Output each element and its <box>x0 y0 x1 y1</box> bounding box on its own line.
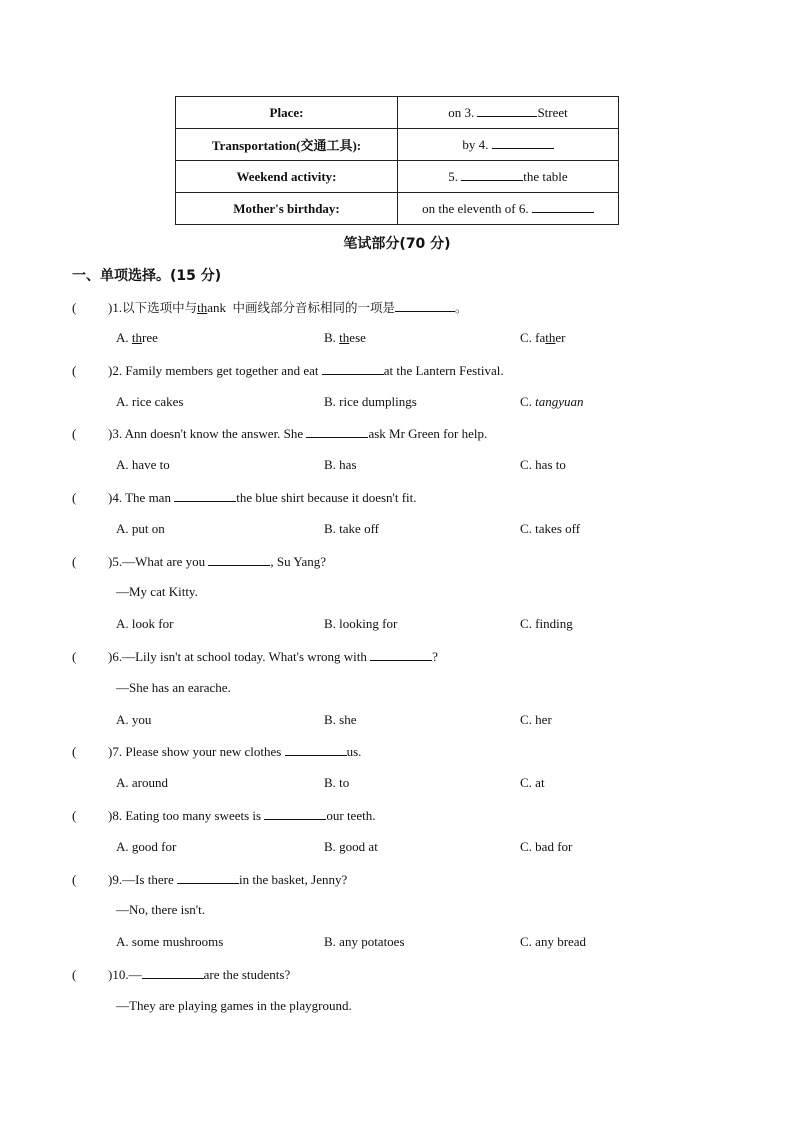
answer-paren[interactable]: ( <box>72 300 77 315</box>
table-row <box>176 97 619 129</box>
table-label: Transportation(交通工具): <box>176 129 398 161</box>
answer-blank[interactable] <box>285 743 347 756</box>
answer-paren[interactable]: ( <box>72 554 77 569</box>
answer-blank[interactable] <box>532 200 594 213</box>
dialogue-answer: —They are playing games in the playground. <box>116 998 352 1013</box>
option-c[interactable]: C. her <box>520 712 552 727</box>
option-a[interactable]: A. you <box>116 712 152 727</box>
answer-paren[interactable]: ( <box>72 426 77 441</box>
answer-paren[interactable]: ( <box>72 490 77 505</box>
option-b[interactable]: B. take off <box>324 521 379 536</box>
table-value: 5. the table <box>398 161 619 193</box>
option-b[interactable]: B. these <box>324 330 366 345</box>
answer-blank[interactable] <box>461 168 523 181</box>
option-a[interactable]: A. some mushrooms <box>116 934 224 949</box>
option-a[interactable]: A. have to <box>116 457 170 472</box>
answer-blank[interactable] <box>264 807 326 820</box>
option-b[interactable]: B. rice dumplings <box>324 394 417 409</box>
dialogue-answer: —No, there isn't. <box>116 902 205 917</box>
question-1: ( )1.以下选项中与thank 中画线部分音标相同的一项是 。 <box>72 300 468 315</box>
answer-blank[interactable] <box>370 648 432 661</box>
option-b[interactable]: B. to <box>324 775 350 790</box>
question-2: ( )2. Family members get together and eat at the Lantern Festival. <box>72 363 504 378</box>
answer-blank[interactable] <box>142 966 204 979</box>
option-a[interactable]: A. around <box>116 775 168 790</box>
option-c[interactable]: C. takes off <box>520 521 581 536</box>
table-row <box>176 161 619 193</box>
question-7: ( )7. Please show your new clothes us. <box>72 744 362 759</box>
info-table <box>175 96 619 225</box>
option-a[interactable]: A. rice cakes <box>116 394 184 409</box>
dialogue-answer: —My cat Kitty. <box>116 584 198 599</box>
option-c[interactable]: C. has to <box>520 457 566 472</box>
table-label: Place: <box>176 97 398 129</box>
question-9: ( )9.—Is there in the basket, Jenny? <box>72 872 348 887</box>
option-c[interactable]: C. at <box>520 775 545 790</box>
option-c[interactable]: C. father <box>520 330 566 345</box>
option-c[interactable]: C. bad for <box>520 839 573 854</box>
table-value: on the eleventh of 6. <box>398 193 619 225</box>
option-a[interactable]: A. three <box>116 330 158 345</box>
answer-paren[interactable]: ( <box>72 967 77 982</box>
question-8: ( )8. Eating too many sweets is our teeth. <box>72 808 376 823</box>
answer-paren[interactable]: ( <box>72 363 77 378</box>
answer-blank[interactable] <box>395 299 455 312</box>
answer-blank[interactable] <box>477 104 537 117</box>
option-a[interactable]: A. look for <box>116 616 174 631</box>
option-c[interactable]: C. tangyuan <box>520 394 584 409</box>
option-b[interactable]: B. looking for <box>324 616 398 631</box>
question-5: ( )5.—What are you , Su Yang? <box>72 554 326 569</box>
part-title: 一、单项选择。(15 分) <box>72 268 222 284</box>
question-6: ( )6.—Lily isn't at school today. What's wrong with ? <box>72 649 438 664</box>
answer-paren[interactable]: ( <box>72 808 77 823</box>
answer-blank[interactable] <box>208 553 270 566</box>
table-value: by 4. <box>398 129 619 161</box>
table-label: Mother's birthday: <box>176 193 398 225</box>
question-4: ( )4. The man the blue shirt because it doesn't fit. <box>72 490 417 505</box>
section-title: 笔试部分(70 分) <box>343 236 451 252</box>
answer-blank[interactable] <box>322 362 384 375</box>
question-3: ( )3. Ann doesn't know the answer. She ask Mr Green for help. <box>72 426 488 441</box>
table-value: on 3. Street <box>398 97 619 129</box>
option-b[interactable]: B. she <box>324 712 357 727</box>
option-c[interactable]: C. any bread <box>520 934 587 949</box>
option-a[interactable]: A. good for <box>116 839 177 854</box>
option-b[interactable]: B. good at <box>324 839 378 854</box>
option-a[interactable]: A. put on <box>116 521 165 536</box>
table-label: Weekend activity: <box>176 161 398 193</box>
table-row <box>176 193 619 225</box>
answer-blank[interactable] <box>174 489 236 502</box>
answer-paren[interactable]: ( <box>72 649 77 664</box>
answer-paren[interactable]: ( <box>72 744 77 759</box>
answer-blank[interactable] <box>306 425 368 438</box>
option-c[interactable]: C. finding <box>520 616 573 631</box>
option-b[interactable]: B. has <box>324 457 357 472</box>
answer-blank[interactable] <box>492 136 554 149</box>
table-row <box>176 129 619 161</box>
option-b[interactable]: B. any potatoes <box>324 934 405 949</box>
answer-paren[interactable]: ( <box>72 872 77 887</box>
dialogue-answer: —She has an earache. <box>116 680 231 695</box>
question-10: ( )10.— are the students? <box>72 967 291 982</box>
answer-blank[interactable] <box>177 871 239 884</box>
